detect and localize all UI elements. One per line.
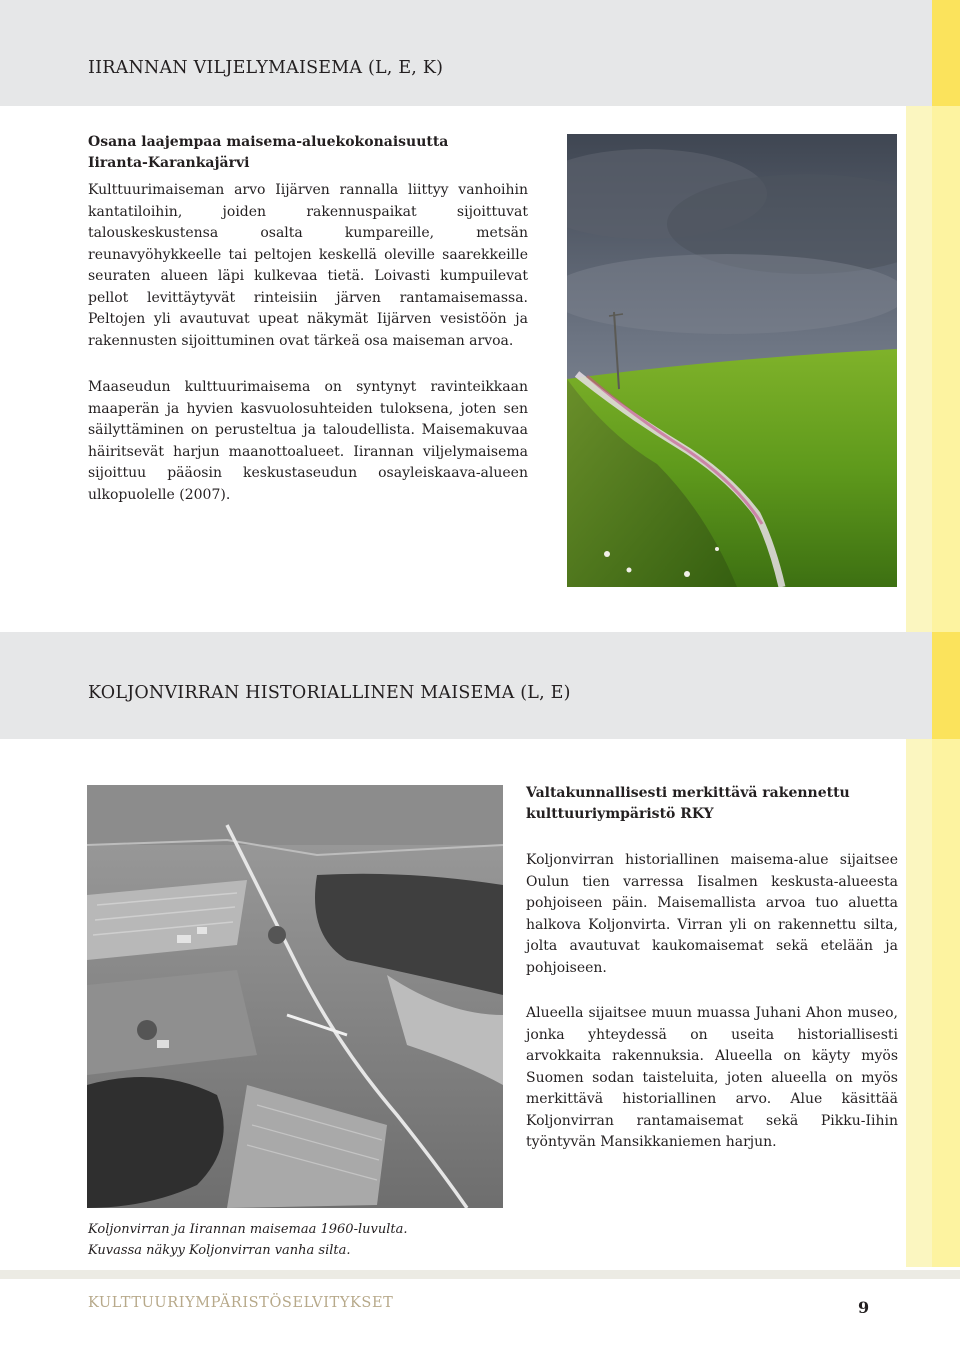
- footer-rule: [0, 1270, 960, 1279]
- body-paragraph-koljonvirta-2: Alueella sijaitsee muun muassa Juhani Ahon museo, jonka yhteydessä on useita historiallisesti arvokkaita rakennuksia. Alueella on käyty myös Suomen sodan taisteluita, joten alueella on myös merkittävä historiallinen arvo. Alue käsittää Koljonvirran rantamaisemat sekä Pikku-Iihin työntyvän Mansikkaniemen harjun.: [526, 1005, 898, 1150]
- photo-caption: [88, 1219, 407, 1261]
- header-band-top-accent: [932, 0, 960, 106]
- field-landscape-image: [567, 134, 897, 587]
- side-accent-top: [932, 106, 960, 632]
- header-band-middle-accent: [932, 632, 960, 739]
- body-paragraph-koljonvirta-1: Koljonvirran historiallinen maisema-alue sijaitsee Oulun tien varressa Iisalmen keskusta-alueesta pohjoiseen päin. Maisemallista arvoa tuo aluetta halkova Koljonvirta. Virran yli on rakennettu silta, jolta avautuvat kaukomaisemat sekä etelään ja pohjoiseen.: [526, 852, 898, 976]
- footer-publication-title: KULTTUURIYMPÄRISTÖSELVITYKSET: [88, 1295, 394, 1311]
- field-landscape-photo: [567, 134, 897, 587]
- section-subheading-koljonvirta: Valtakunnallisesti merkittävä rakennettu kulttuuriympäristö RKY: [526, 785, 850, 822]
- body-paragraph-iiranta-1: Kulttuurimaiseman arvo Iijärven rannalla liittyy vanhoihin kantatiloihin, joiden rakennuspaikat sijoittuvat talouskeskustensa osalta kumpareille, metsän reunavyöhykkeelle tai peltojen keskellä oleville saarekkeille seuraten alueen läpi kulkevaa tietä. Loivasti kumpuilevat pellot levittäytyvät rinteisiin järven rantamaisemassa. Peltojen yli avautuvat upeat näkymät Iijärven vesistöön ja rakennusten sijoittuminen ovat tärkeä osa maiseman arvoa.: [88, 182, 528, 349]
- header-band-top: [0, 0, 932, 106]
- aerial-landscape-image: [87, 785, 503, 1208]
- side-accent-bottom: [932, 739, 960, 1267]
- aerial-photo-1960s: [87, 785, 503, 1208]
- side-stripe-bottom: [906, 739, 932, 1267]
- section-heading-koljonvirta: KOLJONVIRRAN HISTORIALLINEN MAISEMA (L, E): [88, 683, 571, 703]
- photo-caption-line-2: Kuvassa näkyy Koljonvirran vanha silta.: [88, 1243, 351, 1258]
- photo-caption-line-1: Koljonvirran ja Iirannan maisemaa 1960-luvulta.: [88, 1222, 408, 1237]
- side-stripe-top: [906, 106, 932, 632]
- section-heading-iiranta: IIRANNAN VILJELYMAISEMA (L, E, K): [88, 58, 444, 78]
- page-number: 9: [858, 1298, 870, 1317]
- body-paragraph-iiranta-2: Maaseudun kulttuurimaisema on syntynyt ravinteikkaan maaperän ja hyvien kasvuolosuhteiden tuloksena, joten sen säilyttäminen on perusteltua ja taloudellista. Maisemakuvaa häiritsevät harjun maanottoalueet. Iirannan viljelymaisema sijoittuu pääosin keskustaseudun osayleiskaava-alueen ulkopuolelle (2007).: [88, 379, 528, 503]
- section-subheading-iiranta: Osana laajempaa maisema-aluekokonaisuutta Iiranta-Karankajärvi: [88, 134, 449, 171]
